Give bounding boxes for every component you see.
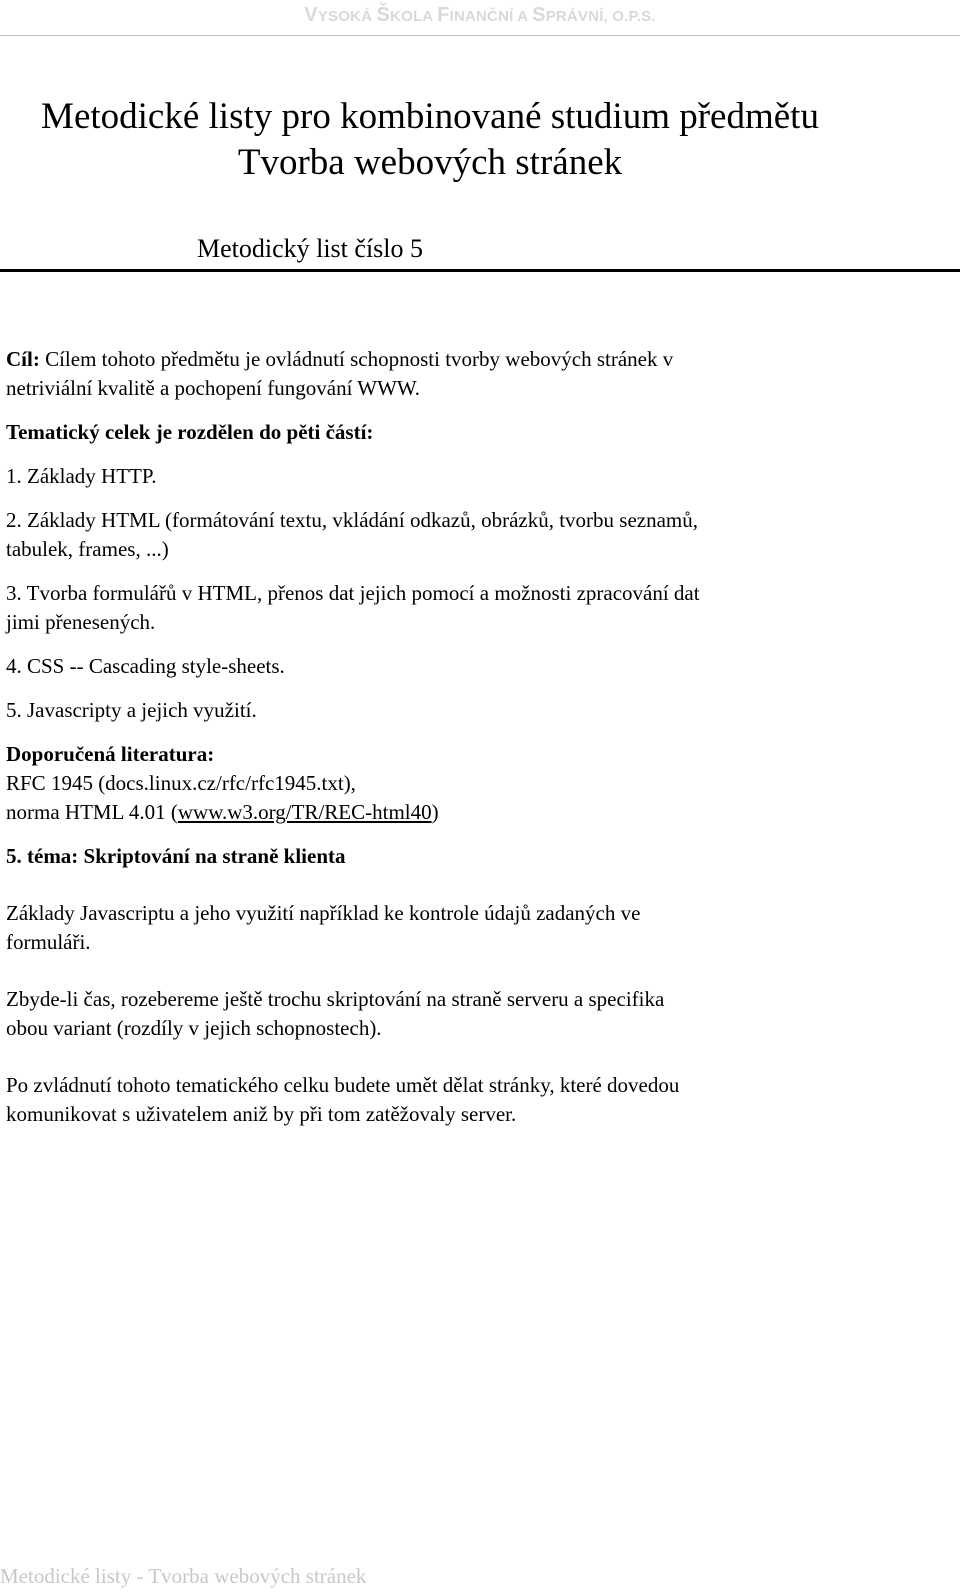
- goal-label: Cíl:: [6, 347, 40, 371]
- topic-item: 1. Základy HTTP.: [6, 464, 157, 488]
- literature-heading: Doporučená literatura:: [6, 742, 215, 766]
- school-header: [0, 4, 960, 27]
- school-header-part: VYSOKÁ: [304, 4, 377, 26]
- topic-item: 5. Javascripty a jejich využití.: [6, 698, 257, 722]
- school-header-part: ŠKOLA: [376, 4, 438, 26]
- document-title-line-2: Tvorba webových stránek: [237, 142, 623, 183]
- theme-paragraph: Zbyde-li čas, rozebereme ještě trochu skriptování na straně serveru a specifika obou variant (rozdíly v jejich schopnostech).: [6, 987, 665, 1040]
- goal-paragraph: [6, 345, 706, 403]
- literature-line-1: RFC 1945 (docs.linux.cz/rfc/rfc1945.txt),: [6, 771, 356, 795]
- topic-item: 4. CSS -- Cascading style-sheets.: [6, 654, 285, 678]
- goal-text: Cílem tohoto předmětu je ovládnutí schopnosti tvorby webových stránek v netriviální kvalitě a pochopení fungování WWW.: [6, 347, 674, 400]
- html40-link[interactable]: www.w3.org/TR/REC-html40: [177, 800, 432, 824]
- theme-heading: 5. téma: Skriptování na straně klienta: [6, 844, 346, 868]
- literature-line-2: norma HTML 4.01 (www.w3.org/TR/REC-html40): [6, 800, 439, 824]
- topic-item: 2. Základy HTML (formátování textu, vkládání odkazů, obrázků, tvorbu seznamů, tabulek, frames, ...): [6, 508, 699, 561]
- school-header-part: SPRÁVNÍ, O.P.S.: [532, 4, 656, 26]
- sheet-title: Metodický list číslo 5: [196, 234, 424, 263]
- page-footer: Metodické listy - Tvorba webových stránek: [0, 1564, 367, 1588]
- theme-paragraph: Po zvládnutí tohoto tematického celku budete umět dělat stránky, které dovedou komunikovat s uživatelem aniž by při tom zatěžovaly server.: [6, 1073, 680, 1126]
- topics-heading: Tematický celek je rozdělen do pěti částí:: [6, 420, 374, 444]
- school-header-part: FINANČNÍ A: [437, 4, 533, 26]
- document-body: [6, 345, 706, 1129]
- header-divider: [0, 35, 960, 36]
- sheet-divider: [0, 269, 960, 272]
- document-title-line-1: Metodické listy pro kombinované studium předmětu: [41, 96, 819, 137]
- topic-item: 3. Tvorba formulářů v HTML, přenos dat jejich pomocí a možnosti zpracování dat jimi přenesených.: [6, 581, 700, 634]
- theme-paragraph: Základy Javascriptu a jeho využití například ke kontrole údajů zadaných ve formuláři.: [6, 901, 641, 954]
- document-title: [0, 94, 860, 186]
